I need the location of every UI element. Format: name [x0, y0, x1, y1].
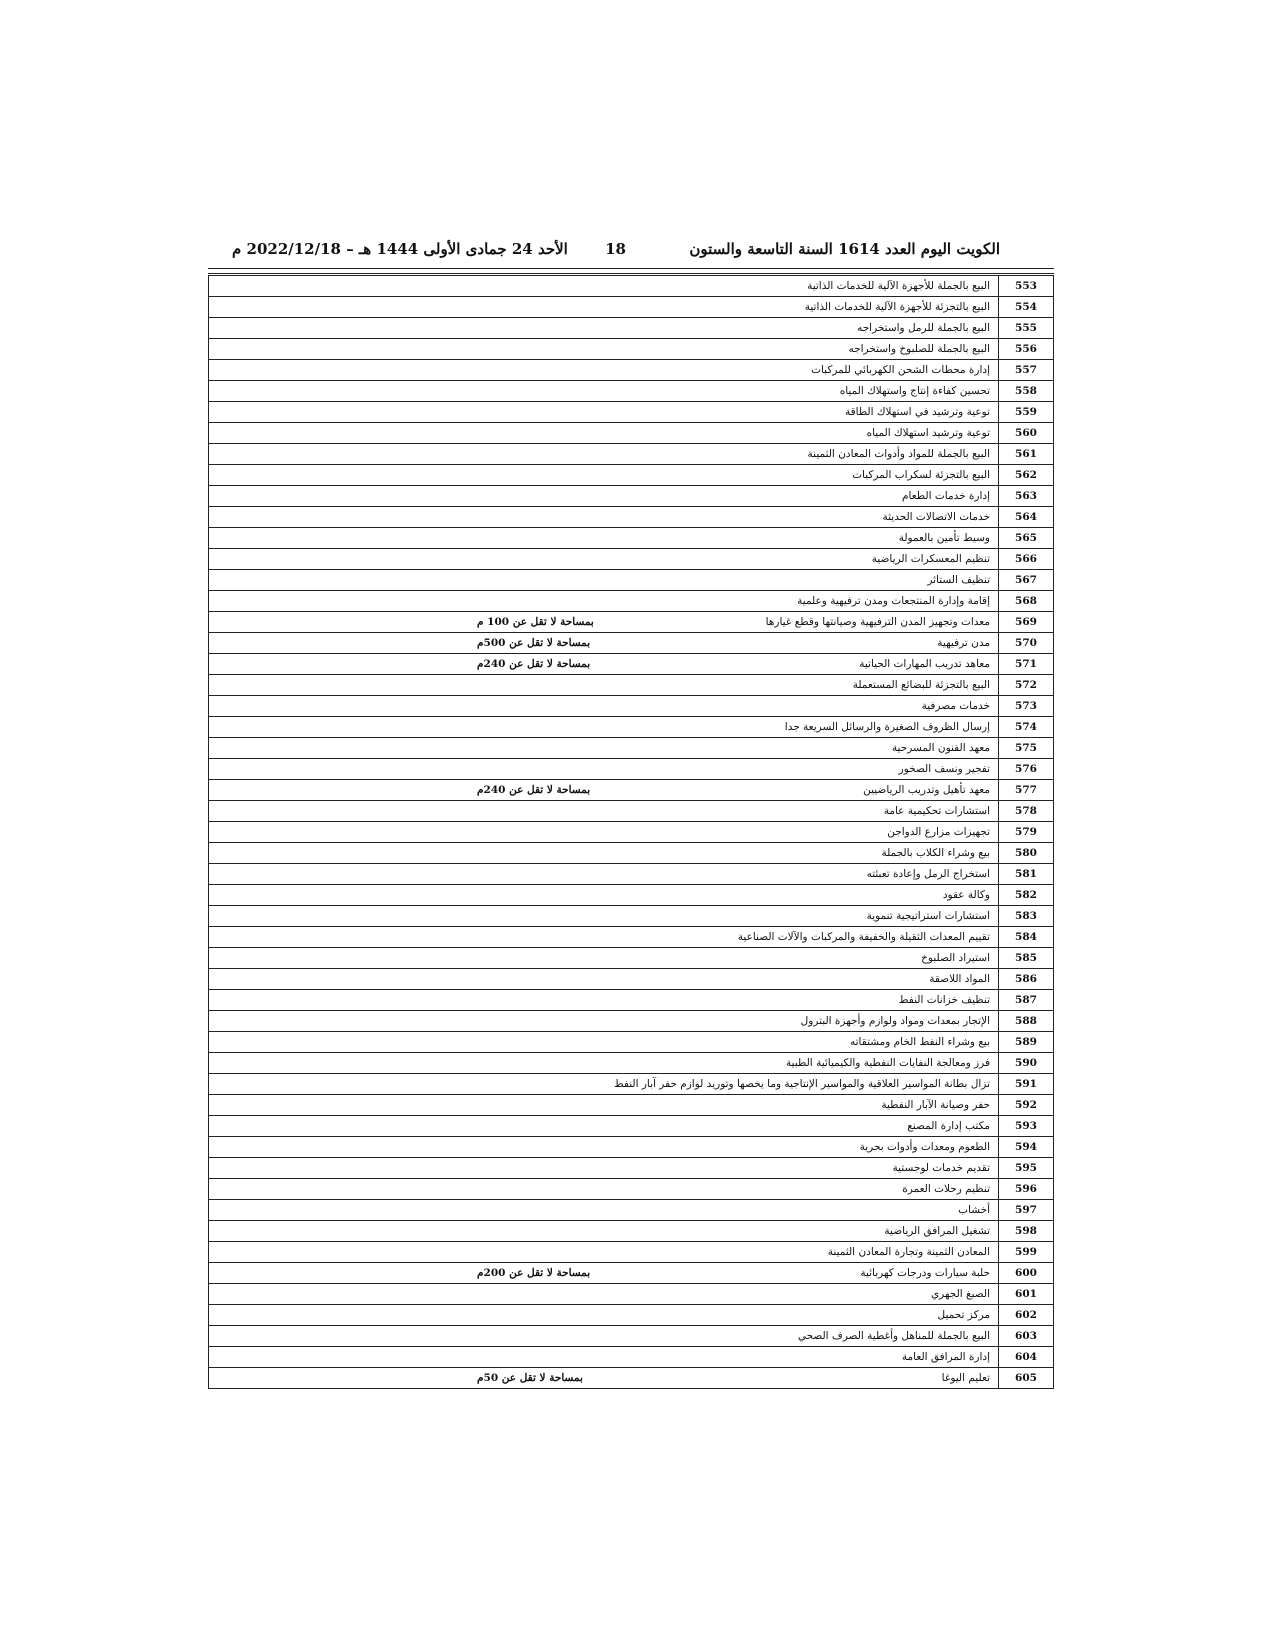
activity-number: 602: [999, 1305, 1054, 1326]
table-row: [209, 276, 1054, 297]
activity-cell: [209, 1074, 999, 1095]
activity-cell: [209, 1242, 999, 1263]
activity-cell: [209, 318, 999, 339]
table-row: [209, 591, 1054, 612]
activity-number: 565: [999, 528, 1054, 549]
activity-name: تفجير ونسف الصخور: [898, 763, 990, 775]
activity-number: 585: [999, 948, 1054, 969]
table-row: [209, 549, 1054, 570]
activity-name: أخشاب: [958, 1204, 990, 1216]
activity-number: 581: [999, 864, 1054, 885]
activity-name: المواد اللاصقة: [929, 973, 990, 985]
activity-cell: [209, 843, 999, 864]
activity-cell: [209, 1053, 999, 1074]
activity-number: 572: [999, 675, 1054, 696]
header-divider-double: [208, 273, 1054, 274]
activity-number: 578: [999, 801, 1054, 822]
table-row: [209, 1347, 1054, 1368]
activity-name: تشغيل المرافق الرياضية: [884, 1225, 990, 1237]
activity-cell: [209, 423, 999, 444]
activity-cell: [209, 1116, 999, 1137]
activity-number: 603: [999, 1326, 1054, 1347]
table-row: [209, 1137, 1054, 1158]
activity-name: إدارة المرافق العامة: [901, 1351, 990, 1363]
table-row: [209, 738, 1054, 759]
activity-name: البيع بالجملة للمواد وأدوات المعادن الثمينة: [807, 448, 990, 460]
activity-name: تقييم المعدات الثقيلة والخفيفة والمركبات والآلات الصناعية: [737, 931, 990, 943]
activity-name: البيع بالجملة للمناهل وأغطية الصرف الصحي: [797, 1330, 990, 1342]
activity-number: 591: [999, 1074, 1054, 1095]
activity-cell: [209, 654, 999, 675]
activity-cell: [209, 1137, 999, 1158]
activity-name: استيراد الصلبوخ: [921, 952, 990, 964]
table-row: [209, 1263, 1054, 1284]
activity-name: تنظيم رحلات العمرة: [902, 1183, 990, 1195]
table-row: [209, 1011, 1054, 1032]
activity-name: البيع بالجملة للرمل واستخراجه: [857, 322, 990, 334]
table-row: [209, 486, 1054, 507]
table-row: [209, 969, 1054, 990]
activity-cell: [209, 570, 999, 591]
activity-name: البيع بالجملة للصلبوخ واستخراجه: [848, 343, 990, 355]
table-row: [209, 1095, 1054, 1116]
activity-name: استشارات استراتيجية تنموية: [866, 910, 990, 922]
table-row: [209, 1242, 1054, 1263]
table-row: [209, 1305, 1054, 1326]
activity-cell: [209, 1221, 999, 1242]
activity-name: إدارة محطات الشحن الكهربائي للمركبات: [811, 364, 990, 376]
table-row: [209, 864, 1054, 885]
activity-number: 605: [999, 1368, 1054, 1389]
activity-number: 598: [999, 1221, 1054, 1242]
table-row: [209, 444, 1054, 465]
table-row: [209, 696, 1054, 717]
table-row: [209, 318, 1054, 339]
activity-number: 560: [999, 423, 1054, 444]
activity-number: 573: [999, 696, 1054, 717]
activity-cell: [209, 507, 999, 528]
activity-number: 574: [999, 717, 1054, 738]
activity-cell: [209, 780, 999, 801]
activity-name: تنظيف الستائر: [927, 574, 990, 586]
activity-number: 587: [999, 990, 1054, 1011]
activity-name: تزال بطانة المواسير العلاقية والمواسير الإنتاجية وما يخصها وتوريد لوازم حفر آبار النفط: [613, 1078, 990, 1090]
table-row: [209, 759, 1054, 780]
activity-cell: [209, 297, 999, 318]
activity-cell: [209, 381, 999, 402]
activity-name: البيع بالجملة للأجهزة الآلية للخدمات الذاتية: [807, 280, 990, 292]
activity-cell: [209, 528, 999, 549]
activity-number: 597: [999, 1200, 1054, 1221]
table-row: [209, 360, 1054, 381]
activity-name: إدارة خدمات الطعام: [902, 490, 990, 502]
table-row: [209, 381, 1054, 402]
page-number: 18: [605, 240, 626, 258]
activity-cell: [209, 276, 999, 297]
table-row: [209, 1221, 1054, 1242]
activity-name: تجهيزات مزارع الدواجن: [887, 826, 990, 838]
activity-name: الطعوم ومعدات وأدوات بحرية: [859, 1141, 990, 1153]
activity-cell: [209, 822, 999, 843]
activity-cell: [209, 444, 999, 465]
table-row: [209, 843, 1054, 864]
activities-table-body: [209, 276, 1054, 1389]
activity-cell: [209, 1263, 999, 1284]
activity-number: 583: [999, 906, 1054, 927]
table-row: [209, 402, 1054, 423]
table-row: [209, 507, 1054, 528]
activity-name: خدمات مصرفية: [921, 700, 990, 712]
activity-name: معاهد تدريب المهارات الحياتية: [859, 658, 990, 670]
activity-cell: [209, 1158, 999, 1179]
activity-cell: [209, 801, 999, 822]
activity-number: 599: [999, 1242, 1054, 1263]
activity-name: معدات وتجهيز المدن الترفيهية وصيانتها وقطع غيارها: [765, 616, 990, 628]
activities-table: [208, 275, 1054, 1389]
activity-cell: [209, 1095, 999, 1116]
activity-name: توعية وترشيد في استهلاك الطاقة: [844, 406, 990, 418]
activity-number: 562: [999, 465, 1054, 486]
area-requirement-note: بمساحة لا تقل عن 50م: [477, 1372, 583, 1384]
activity-cell: [209, 759, 999, 780]
table-row: [209, 801, 1054, 822]
activity-cell: [209, 948, 999, 969]
activity-name: بيع وشراء الكلاب بالجملة: [881, 847, 990, 859]
activity-cell: [209, 969, 999, 990]
activity-number: 570: [999, 633, 1054, 654]
activity-cell: [209, 339, 999, 360]
activity-name: الإتجار بمعدات ومواد ولوازم وأجهزة البترول: [800, 1015, 990, 1027]
activity-number: 558: [999, 381, 1054, 402]
activity-cell: [209, 1368, 999, 1389]
activity-number: 554: [999, 297, 1054, 318]
activity-cell: [209, 1032, 999, 1053]
publication-title: الكويت اليوم العدد 1614 السنة التاسعة والستون: [689, 240, 1000, 258]
table-row: [209, 423, 1054, 444]
table-row: [209, 948, 1054, 969]
activity-number: 582: [999, 885, 1054, 906]
table-row: [209, 906, 1054, 927]
activity-name: معهد الفنون المسرحية: [891, 742, 990, 754]
activity-cell: [209, 486, 999, 507]
activity-number: 579: [999, 822, 1054, 843]
table-row: [209, 570, 1054, 591]
table-row: [209, 1032, 1054, 1053]
activity-number: 588: [999, 1011, 1054, 1032]
activity-number: 576: [999, 759, 1054, 780]
activity-cell: [209, 717, 999, 738]
activity-name: خدمات الاتصالات الحديثة: [882, 511, 990, 523]
area-requirement-note: بمساحة لا تقل عن 240م: [477, 784, 591, 796]
activity-name: حفر وصيانة الآبار النفطية: [881, 1099, 990, 1111]
table-row: [209, 1368, 1054, 1389]
activity-name: تعليم اليوغا: [941, 1372, 990, 1384]
activity-number: 584: [999, 927, 1054, 948]
activity-number: 589: [999, 1032, 1054, 1053]
activity-name: وسيط تأمين بالعمولة: [898, 532, 990, 544]
activity-cell: [209, 990, 999, 1011]
activity-cell: [209, 1179, 999, 1200]
activity-number: 555: [999, 318, 1054, 339]
activity-number: 577: [999, 780, 1054, 801]
activity-cell: [209, 864, 999, 885]
activity-number: 586: [999, 969, 1054, 990]
activity-name: فرز ومعالجة النفايات النفطية والكيميائية الطبية: [786, 1057, 990, 1069]
activity-number: 580: [999, 843, 1054, 864]
activity-name: المعادن الثمينة وتجارة المعادن الثمينة: [827, 1246, 990, 1258]
activity-name: الصبغ الجهري: [930, 1288, 990, 1300]
activity-number: 590: [999, 1053, 1054, 1074]
page-header: [208, 236, 1026, 264]
activity-name: تنظيم المعسكرات الرياضية: [871, 553, 990, 565]
table-row: [209, 780, 1054, 801]
activity-cell: [209, 633, 999, 654]
activity-number: 596: [999, 1179, 1054, 1200]
activity-cell: [209, 465, 999, 486]
activity-number: 604: [999, 1347, 1054, 1368]
activity-number: 575: [999, 738, 1054, 759]
table-row: [209, 1116, 1054, 1137]
table-row: [209, 885, 1054, 906]
activity-cell: [209, 1305, 999, 1326]
activity-number: 556: [999, 339, 1054, 360]
activity-name: معهد تأهيل وتدريب الرياضيين: [863, 784, 990, 796]
activity-number: 563: [999, 486, 1054, 507]
table-row: [209, 1179, 1054, 1200]
table-row: [209, 927, 1054, 948]
table-row: [209, 339, 1054, 360]
activity-number: 564: [999, 507, 1054, 528]
activity-number: 569: [999, 612, 1054, 633]
activity-cell: [209, 612, 999, 633]
activity-cell: [209, 591, 999, 612]
table-row: [209, 1200, 1054, 1221]
activity-name: مكتب إدارة المصنع: [907, 1120, 990, 1132]
activity-cell: [209, 1347, 999, 1368]
activity-name: حلبة سيارات ودرجات كهربائية: [860, 1267, 990, 1279]
activity-number: 557: [999, 360, 1054, 381]
table-row: [209, 528, 1054, 549]
activity-cell: [209, 1326, 999, 1347]
activity-name: تحسين كفاءة إنتاج واستهلاك المياه: [839, 385, 990, 397]
activity-cell: [209, 1200, 999, 1221]
area-requirement-note: بمساحة لا تقل عن 100 م: [477, 616, 594, 628]
activity-number: 559: [999, 402, 1054, 423]
header-divider: [208, 268, 1054, 269]
activity-number: 566: [999, 549, 1054, 570]
activity-name: إقامة وإدارة المنتجعات ومدن ترفيهية وعلمية: [797, 595, 990, 607]
activity-cell: [209, 402, 999, 423]
activity-number: 592: [999, 1095, 1054, 1116]
activity-name: تنظيف خزانات النفط: [898, 994, 990, 1006]
table-row: [209, 1053, 1054, 1074]
area-requirement-note: بمساحة لا تقل عن 500م: [477, 637, 591, 649]
area-requirement-note: بمساحة لا تقل عن 240م: [477, 658, 591, 670]
table-row: [209, 465, 1054, 486]
activity-name: البيع بالتجزئة لسكراب المركبات: [852, 469, 990, 481]
activity-cell: [209, 1011, 999, 1032]
activity-number: 571: [999, 654, 1054, 675]
table-row: [209, 633, 1054, 654]
activity-name: توعية وترشيد استهلاك المياه: [866, 427, 990, 439]
activity-number: 553: [999, 276, 1054, 297]
activity-number: 600: [999, 1263, 1054, 1284]
activity-name: البيع بالتجزئة للبضائع المستعملة: [852, 679, 990, 691]
activity-name: إرسال الظروف الصغيرة والرسائل السريعة جدا: [784, 721, 990, 733]
activity-name: وكالة عقود: [942, 889, 990, 901]
activity-cell: [209, 885, 999, 906]
activity-name: مركز تحميل: [937, 1309, 990, 1321]
table-row: [209, 654, 1054, 675]
activity-name: استخراج الرمل وإعادة تعبئته: [866, 868, 990, 880]
activity-cell: [209, 1284, 999, 1305]
table-row: [209, 1284, 1054, 1305]
table-row: [209, 612, 1054, 633]
activity-name: بيع وشراء النفط الخام ومشتقاته: [850, 1036, 990, 1048]
activity-name: مدن ترفيهية: [937, 637, 990, 649]
activity-cell: [209, 738, 999, 759]
activity-number: 567: [999, 570, 1054, 591]
issue-date: الأحد 24 جمادى الأولى 1444 هـ – 2022/12/18 م: [232, 240, 568, 258]
activity-cell: [209, 906, 999, 927]
table-row: [209, 990, 1054, 1011]
table-row: [209, 675, 1054, 696]
table-row: [209, 717, 1054, 738]
activity-number: 594: [999, 1137, 1054, 1158]
activity-name: استشارات تحكيمية عامة: [883, 805, 990, 817]
area-requirement-note: بمساحة لا تقل عن 200م: [477, 1267, 591, 1279]
table-row: [209, 297, 1054, 318]
activity-cell: [209, 927, 999, 948]
activity-cell: [209, 360, 999, 381]
activity-number: 601: [999, 1284, 1054, 1305]
activity-name: تقديم خدمات لوجستية: [892, 1162, 990, 1174]
activity-name: البيع بالتجزئة للأجهزة الآلية للخدمات الذاتية: [804, 301, 990, 313]
activity-number: 593: [999, 1116, 1054, 1137]
activity-cell: [209, 549, 999, 570]
table-row: [209, 1326, 1054, 1347]
activity-number: 561: [999, 444, 1054, 465]
table-row: [209, 1158, 1054, 1179]
table-row: [209, 1074, 1054, 1095]
table-row: [209, 822, 1054, 843]
activity-cell: [209, 696, 999, 717]
activity-cell: [209, 675, 999, 696]
activity-number: 568: [999, 591, 1054, 612]
activity-number: 595: [999, 1158, 1054, 1179]
